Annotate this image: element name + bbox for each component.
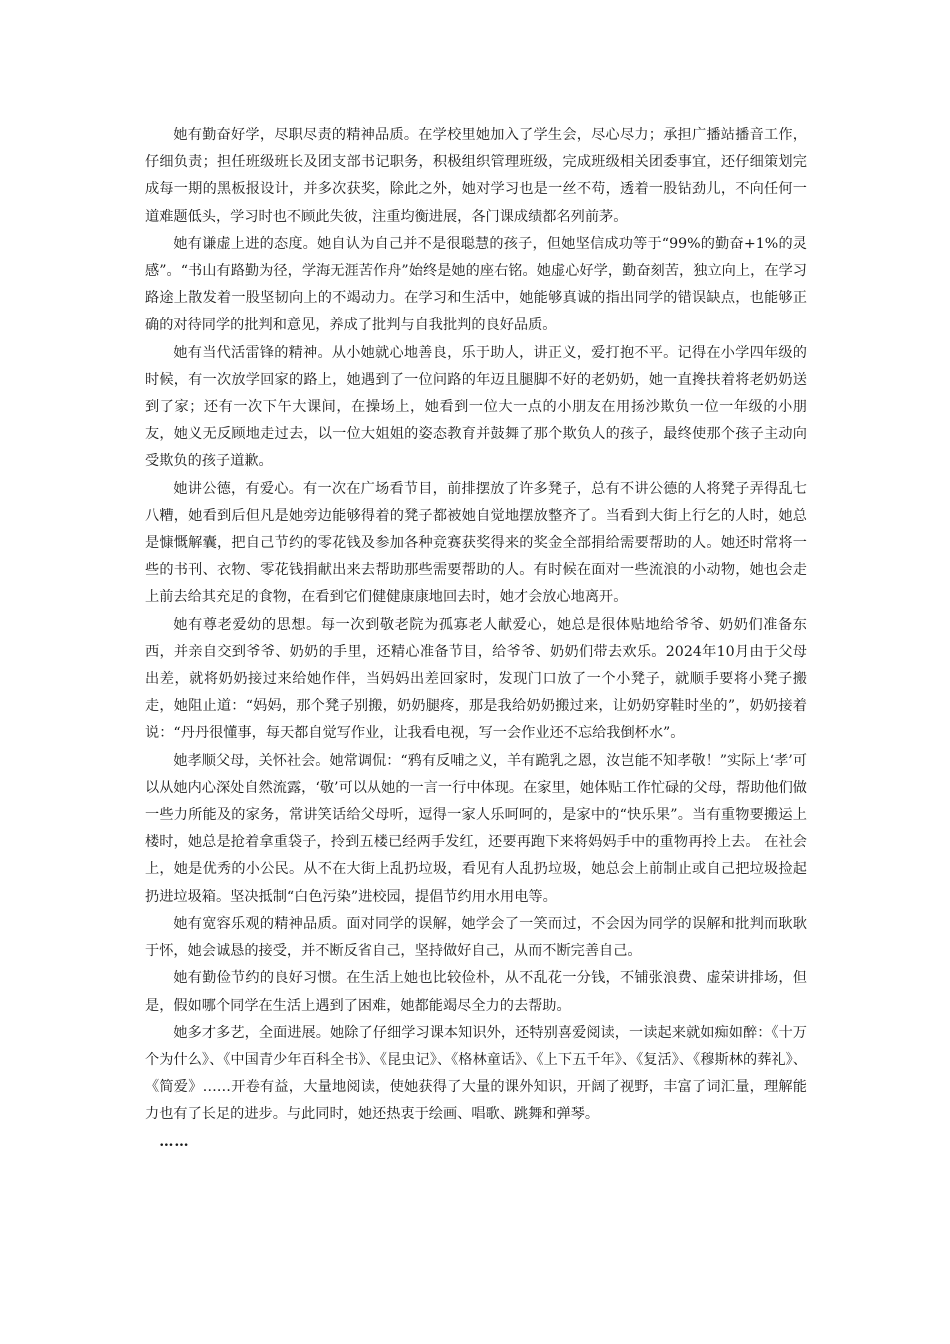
- paragraph-tolerance: 她有宽容乐观的精神品质。面对同学的误解，她学会了一笑而过，不会因为同学的误解和批判而耿耿于怀，她会诚恳的接受，并不断反省自己，坚持做好自己，从而不断完善自己。: [145, 915, 807, 960]
- paragraph-modesty: 她有谦虚上进的态度。她自认为自己并不是很聪慧的孩子，但她坚信成功等于“99%的勤奋+1%的灵感”。“书山有路勤为径，学海无涯苦作舟”始终是她的座右铭。她虚心好学，勤奋刻苦，独立向上，在学习路途上散发着一股坚韧向上的不竭动力。在学习和生活中，她能够真诚的指出同学的错误缺点，也能够正确的对待同学的批判和意见，养成了批判与自我批判的良好品质。: [145, 235, 807, 334]
- paragraph-respect-elders: 她有尊老爱幼的思想。每一次到敬老院为孤寡老人献爱心，她总是很体贴地给爷爷、奶奶们准备东西，并亲自交到爷爷、奶奶的手里，还精心准备节目，给爷爷、奶奶们带去欢乐。2024年10月由于父母出差，就将奶奶接过来给她作伴，当妈妈出差回家时，发现门口放了一个小凳子，就顺手要将小凳子搬走，她阻止道：“妈妈，那个凳子别搬，奶奶腿疼，那是我给奶奶搬过来，让奶奶穿鞋时坐的”，奶奶接着说：“丹丹很懂事，每天都自觉写作业，让我看电视，写一会作业还不忘给我倒杯水”。: [145, 616, 807, 742]
- paragraph-thrift: 她有勤俭节约的良好习惯。在生活上她也比较俭朴，从不乱花一分钱，不铺张浪费、虚荣讲排场，但是，假如哪个同学在生活上遇到了困难，她都能竭尽全力的去帮助。: [145, 970, 807, 1014]
- paragraph-diligence: 她有勤奋好学，尽职尽责的精神品质。在学校里她加入了学生会，尽心尽力；承担广播站播音工作，仔细负责；担任班级班长及团支部书记职务，积极组织管理班级，完成班级相关团委事宜，还仔细策划完成每一期的黑板报设计，并多次获奖，除此之外，她对学习也是一丝不苟，透着一股钻劲儿，不向任何一道难题低头，学习时也不顾此失彼，注重均衡进展，各门课成绩都名列前茅。: [145, 127, 807, 225]
- paragraph-public-morality: 她讲公德，有爱心。有一次在广场看节目，前排摆放了许多凳子，总有不讲公德的人将凳子弄得乱七八糟，她看到后但凡是她旁边能够得着的凳子都被她自觉地摆放整齐了。当看到大街上行乞的人时，她总是慷慨解囊，把自己节约的零花钱及参加各种竞赛获奖得来的奖金全部捐给需要帮助的人。她还时常将一些的书刊、衣物、零花钱捐献出来去帮助那些需要帮助的人。有时候在面对一些流浪的小动物，她也会走上前去给其充足的食物，在看到它们健健康康地回去时，她才会放心地离开。: [145, 480, 807, 606]
- document-body: [145, 122, 807, 1156]
- ellipsis-text: ……: [159, 1133, 190, 1150]
- paragraph-lei-feng-spirit: 她有当代活雷锋的精神。从小她就心地善良，乐于助人，讲正义，爱打抱不平。记得在小学四年级的时候，有一次放学回家的路上，她遇到了一位问路的年迈且腿脚不好的老奶奶，她一直搀扶着将老奶奶送到了家；还有一次下午大课间，在操场上，她看到一位大一点的小朋友在用扬沙欺负一位一年级的小朋友，她义无反顾地走过去，以一位大姐姐的姿态教育并鼓舞了那个欺负人的孩子，最终使那个孩子主动向受欺负的孩子道歉。: [145, 344, 807, 470]
- paragraph-filial-piety: 她孝顺父母，关怀社会。她常调侃：“鸦有反哺之义，羊有跪乳之恩，汝岂能不知孝敬！”实际上‘孝’可以从她内心深处自然流露，‘敬’可以从她的一言一行中体现。在家里，她体贴工作忙碌的父母，帮助他们做一些力所能及的家务，常讲笑话给父母听，逗得一家人乐呵呵的，是家中的“快乐果”。当有重物要搬运上楼时，她总是抢着拿重袋子，拎到五楼已经两手发红，还要再跑下来将妈妈手中的重物再拎上去。 在社会上，她是优秀的小公民。从不在大街上乱扔垃圾，看见有人乱扔垃圾，她总会上前制止或自己把垃圾捡起扔进垃圾箱。坚决抵制“白色污染”进校园，提倡节约用水用电等。: [145, 752, 807, 905]
- paragraph-talents: 她多才多艺，全面进展。她除了仔细学习课本知识外，还特别喜爱阅读，一读起来就如痴如醉：《十万个为什么》、《中国青少年百科全书》、《昆虫记》、《格林童话》、《上下五千年》、《复活》、《穆斯林的葬礼》、《简爱》……开卷有益，大量地阅读，使她获得了大量的课外知识，开阔了视野，丰富了词汇量，理解能力也有了长足的进步。与此同时，她还热衷于绘画、唱歌、跳舞和弹琴。: [145, 1024, 807, 1123]
